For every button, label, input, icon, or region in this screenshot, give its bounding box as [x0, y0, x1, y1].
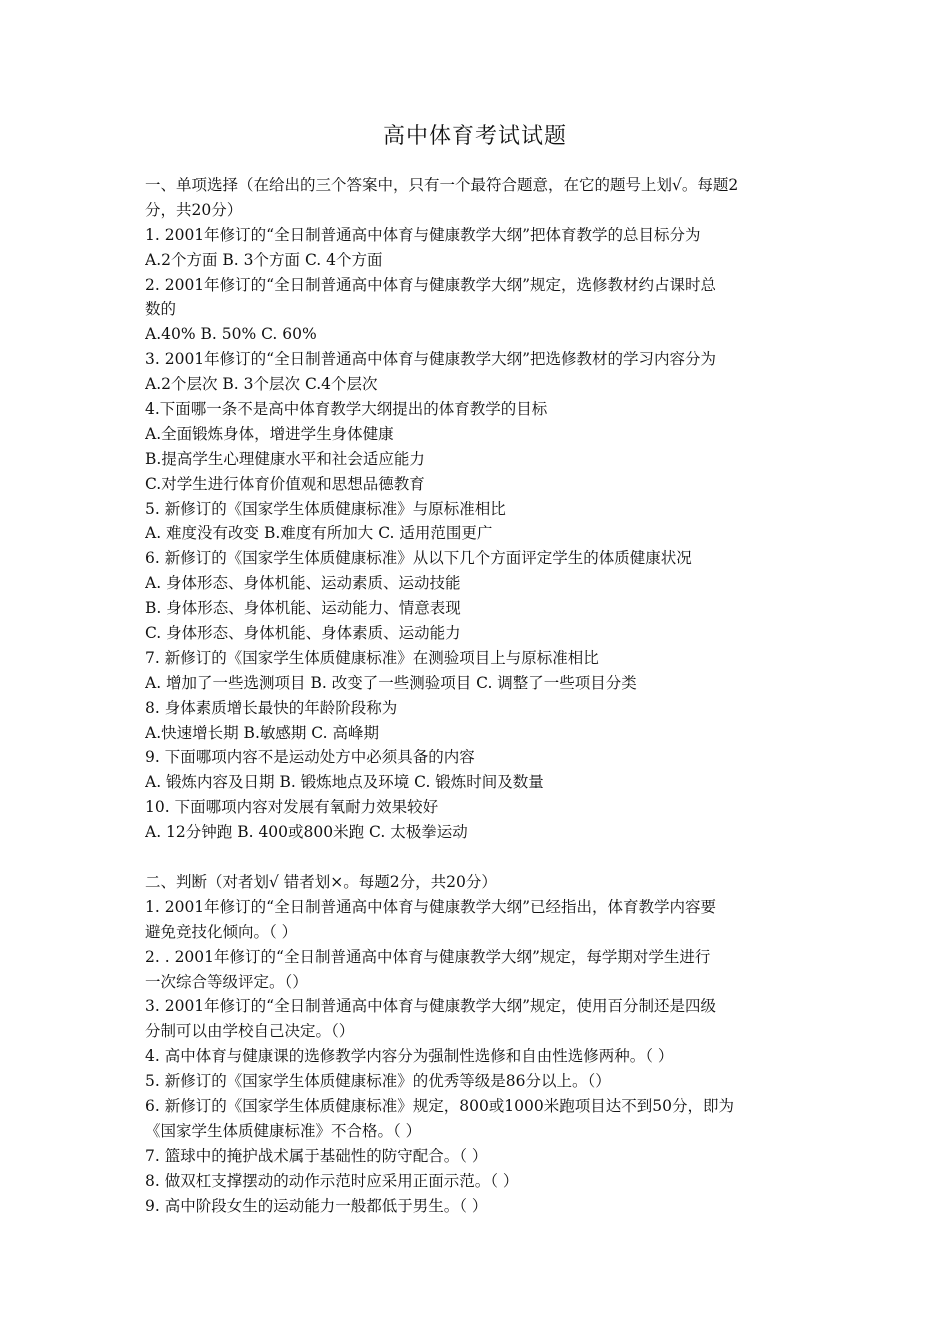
options-line: A.快速增长期 B.敏感期 C. 高峰期	[145, 723, 379, 742]
option-line: A. 身体形态、身体机能、运动素质、运动技能	[145, 574, 461, 593]
options-line: A. 难度没有改变 B.难度有所加大 C. 适用范围更广	[145, 524, 493, 543]
section-single-choice	[145, 173, 815, 845]
section-heading-line: 分，共20分）	[145, 200, 243, 219]
option-line: C.对学生进行体育价值观和思想品德教育	[145, 474, 425, 493]
statement-line: 7. 篮球中的掩护战术属于基础性的防守配合。（ ）	[145, 1146, 488, 1165]
statement-line: 《国家学生体质健康标准》不合格。（ ）	[145, 1121, 422, 1140]
section-spacer	[145, 845, 815, 870]
statement-line: 避免竞技化倾向。（ ）	[145, 922, 298, 941]
statement-line: 2. . 2001年修订的“全日制普通高中体育与健康教学大纲”规定，每学期对学生进行	[145, 947, 711, 966]
section-heading-line: 二、判断（对者划√ 错者划×。每题2分，共20分）	[145, 872, 497, 891]
question-line: 3. 2001年修订的“全日制普通高中体育与健康教学大纲”把选修教材的学习内容分为	[145, 350, 717, 369]
options-line: A. 12分钟跑 B. 400或800米跑 C. 太极拳运动	[145, 823, 468, 842]
question-line: 7. 新修订的《国家学生体质健康标准》在测验项目上与原标准相比	[145, 648, 599, 667]
question-line: 8. 身体素质增长最快的年龄阶段称为	[145, 698, 398, 717]
option-line: B.提高学生心理健康水平和社会适应能力	[145, 449, 425, 468]
statement-line: 4. 高中体育与健康课的选修教学内容分为强制性选修和自由性选修两种。（ ）	[145, 1047, 674, 1066]
statement-line: 5. 新修订的《国家学生体质健康标准》的优秀等级是86分以上。（）	[145, 1072, 611, 1091]
question-line: 6. 新修订的《国家学生体质健康标准》从以下几个方面评定学生的体质健康状况	[145, 549, 692, 568]
options-line: A. 锻炼内容及日期 B. 锻炼地点及环境 C. 锻炼时间及数量	[145, 773, 544, 792]
options-line: A.2个方面 B. 3个方面 C. 4个方面	[145, 250, 383, 269]
statement-line: 分制可以由学校自己决定。（）	[145, 1022, 355, 1041]
question-line: 9. 下面哪项内容不是运动处方中必须具备的内容	[145, 748, 475, 767]
document-body	[145, 173, 815, 1218]
section-true-false	[145, 870, 815, 1218]
question-line: 2. 2001年修订的“全日制普通高中体育与健康教学大纲”规定，选修教材约占课时总	[145, 275, 717, 294]
options-line: A.40% B. 50% C. 60%	[145, 325, 317, 344]
statement-line: 3. 2001年修订的“全日制普通高中体育与健康教学大纲”规定，使用百分制还是四级	[145, 997, 717, 1016]
page-title: 高中体育考试试题	[382, 124, 567, 149]
question-line: 4.下面哪一条不是高中体育教学大纲提出的体育教学的目标	[145, 400, 548, 419]
statement-line: 9. 高中阶段女生的运动能力一般都低于男生。（ ）	[145, 1196, 488, 1215]
question-line: 10. 下面哪项内容对发展有氧耐力效果较好	[145, 798, 439, 817]
statement-line: 8. 做双杠支撑摆动的动作示范时应采用正面示范。（ ）	[145, 1171, 519, 1190]
question-line: 5. 新修订的《国家学生体质健康标准》与原标准相比	[145, 499, 506, 518]
option-line: C. 身体形态、身体机能、身体素质、运动能力	[145, 624, 461, 643]
question-line: 数的	[145, 300, 177, 319]
option-line: A.全面锻炼身体，增进学生身体健康	[145, 424, 394, 443]
options-line: A.2个层次 B. 3个层次 C.4个层次	[145, 375, 378, 394]
options-line: A. 增加了一些选测项目 B. 改变了一些测验项目 C. 调整了一些项目分类	[145, 673, 637, 692]
statement-line: 6. 新修订的《国家学生体质健康标准》规定，800或1000米跑项目达不到50分，即为	[145, 1096, 734, 1115]
statement-line: 1. 2001年修订的“全日制普通高中体育与健康教学大纲”已经指出，体育教学内容要	[145, 897, 717, 916]
statement-line: 一次综合等级评定。（）	[145, 972, 308, 991]
section-heading-line: 一、单项选择（在给出的三个答案中，只有一个最符合题意，在它的题号上划√。每题2	[145, 176, 739, 194]
option-line: B. 身体形态、身体机能、运动能力、情意表现	[145, 599, 461, 618]
question-line: 1. 2001年修订的“全日制普通高中体育与健康教学大纲”把体育教学的总目标分为	[145, 225, 701, 244]
